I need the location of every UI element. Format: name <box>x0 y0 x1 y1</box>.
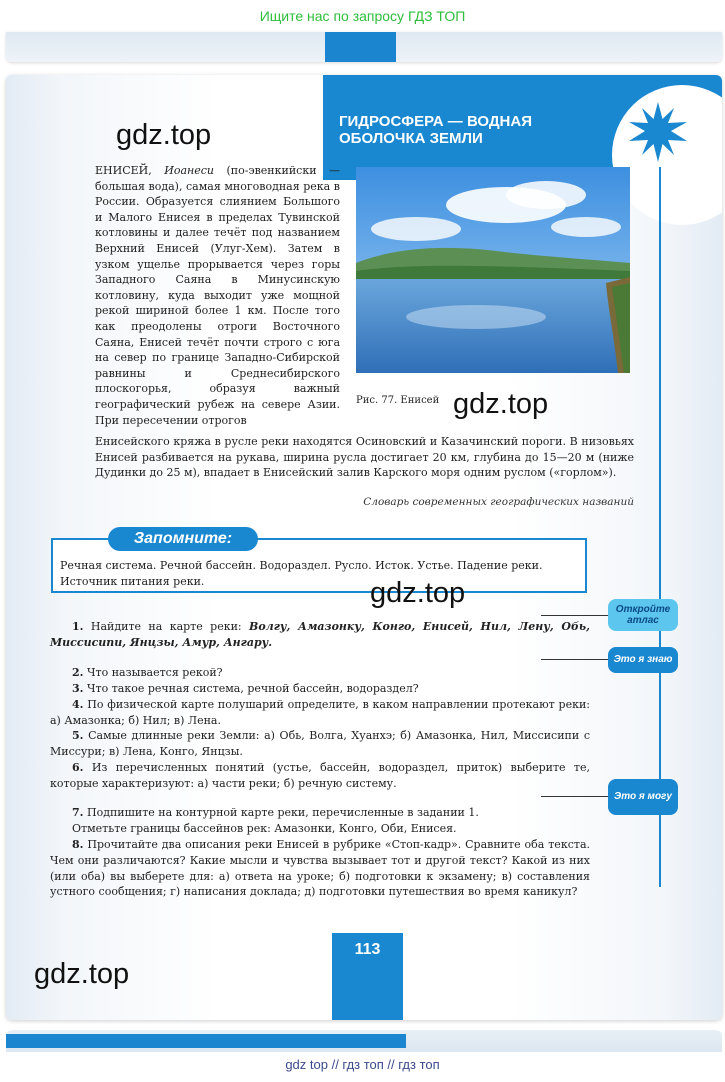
question-number: 4. <box>72 698 84 711</box>
question-number: 7. <box>72 806 84 819</box>
question-number: 6. <box>72 761 84 774</box>
question-number: 2. <box>72 666 84 679</box>
article-source: Словарь современных географических названий <box>363 496 634 508</box>
question-1 <box>50 619 590 651</box>
question-number: 8. <box>72 838 84 851</box>
question-7-continued <box>50 821 590 837</box>
watermark-text: gdz.top <box>116 119 212 151</box>
tag-open-atlas[interactable]: Откройте атлас <box>608 599 678 631</box>
question-rivers: Волгу, Амазонку, Конго, Енисей, Нил, Лену, Обь, Миссисипи, Янцзы, Амур, Ангару. <box>50 620 591 649</box>
tag-i-know[interactable]: Это я знаю <box>608 647 678 673</box>
connector-line <box>541 659 608 660</box>
question-6 <box>50 760 590 792</box>
remember-label: Запомните: <box>108 527 258 551</box>
question-text: По физической карте полушарий определите, в каком направлении протекают реки: а) Амазонка; б) Нил; в) Лена. <box>50 698 590 727</box>
question-5 <box>50 728 590 760</box>
page-number: 113 <box>354 941 381 958</box>
question-7 <box>50 805 590 821</box>
yenisei-photo <box>356 167 630 373</box>
question-number: 5. <box>72 729 84 742</box>
question-text: Прочитайте два описания реки Енисей в рубрике «Стоп-кадр». Сравните оба текста. Чем они различаются? Какие мысли и чувства вызывает тот и другой текст? Какой из них (или оба) вы выберете для: а) ответа на уроке; б) подготовки к экзамену; в) составления устного сообщения; г) написания доклада; д) подготовки путешествия во время каникул? <box>50 838 590 899</box>
article-body: (по-эвенкийски — большая вода), самая многоводная река в России. Образуется слиянием Большого и Малого Енисея в пределах Тувинской котловины и далее течёт под названием Верхний Енисей (Улуг-Хем). Затем в узком ущелье прорывается через горы Западного Саяна в Минусинскую котловину, куда выходит уже мощной рекой шириной более 1 км. После того как преодолены отроги Восточного Саяна, Енисей течёт почти строго с юга на север по границе Западно-Сибирской равнины и Среднесибирского плоскогорья, образуя важный географический рубеж на севере Азии. При пересечении отрогов <box>95 164 341 427</box>
star-icon <box>627 102 689 164</box>
watermark-text: gdz.top <box>34 958 130 990</box>
bottom-banner[interactable]: gdz top // гдз топ // гдз топ <box>285 1057 440 1072</box>
question-2 <box>50 665 590 681</box>
question-text: Найдите на карте реки: <box>90 620 242 633</box>
article-lead-italic: Иоанеси <box>164 164 215 177</box>
previous-page-tab <box>325 32 396 62</box>
remember-text: Речная система. Речной бассейн. Водораздел. Русло. Исток. Устье. Падение реки. Источник питания реки. <box>60 559 543 588</box>
top-banner[interactable]: Ищите нас по запросу ГДЗ ТОП <box>259 8 466 24</box>
question-3 <box>50 681 590 697</box>
question-number: 1. <box>72 620 84 633</box>
question-text: Самые длинные реки Земли: а) Обь, Волга, Хуанхэ; б) Амазонка, Нил, Миссисипи с Миссури; в) Лена, Конго, Янцзы. <box>50 729 590 758</box>
tag-i-can[interactable]: Это я могу <box>608 779 678 815</box>
question-text: Что называется рекой? <box>86 666 223 679</box>
article-text-column <box>95 163 340 428</box>
figure-caption: Рис. 77. Енисей <box>356 395 440 406</box>
textbook-page <box>6 75 722 1020</box>
question-text: Отметьте границы бассейнов рек: Амазонки, Конго, Оби, Енисея. <box>72 822 457 835</box>
question-number: 3. <box>72 682 84 695</box>
question-text: Из перечисленных понятий (устье, бассейн, водораздел, приток) выберите те, которые характеризуют: а) части реки; б) речную систему. <box>50 761 590 790</box>
question-8 <box>50 837 590 900</box>
connector-line <box>541 615 608 616</box>
article-lead: ЕНИСЕЙ, <box>95 164 152 177</box>
question-text: Что такое речная система, речной бассейн, водораздел? <box>86 682 419 695</box>
question-4 <box>50 697 590 729</box>
connector-line <box>541 796 608 797</box>
chapter-title: ГИДРОСФЕРА — ВОДНАЯ ОБОЛОЧКА ЗЕМЛИ <box>339 113 533 147</box>
article-text-wide: Енисейского кряжа в русле реки находятся Осиновский и Казачинский пороги. В низовьях Енисей разбивается на рукава, ширина русла достигает 20 км, глубина до 15—20 м (ниже Дудинки до 25 м), впадает в Енисейский залив Карского моря одним руслом («горлом»). <box>95 435 634 480</box>
question-text: Подпишите на контурной карте реки, перечисленные в задании 1. <box>86 806 479 819</box>
next-page-tab <box>6 1034 406 1048</box>
watermark-text: gdz.top <box>370 577 466 609</box>
watermark-text: gdz.top <box>453 388 549 420</box>
